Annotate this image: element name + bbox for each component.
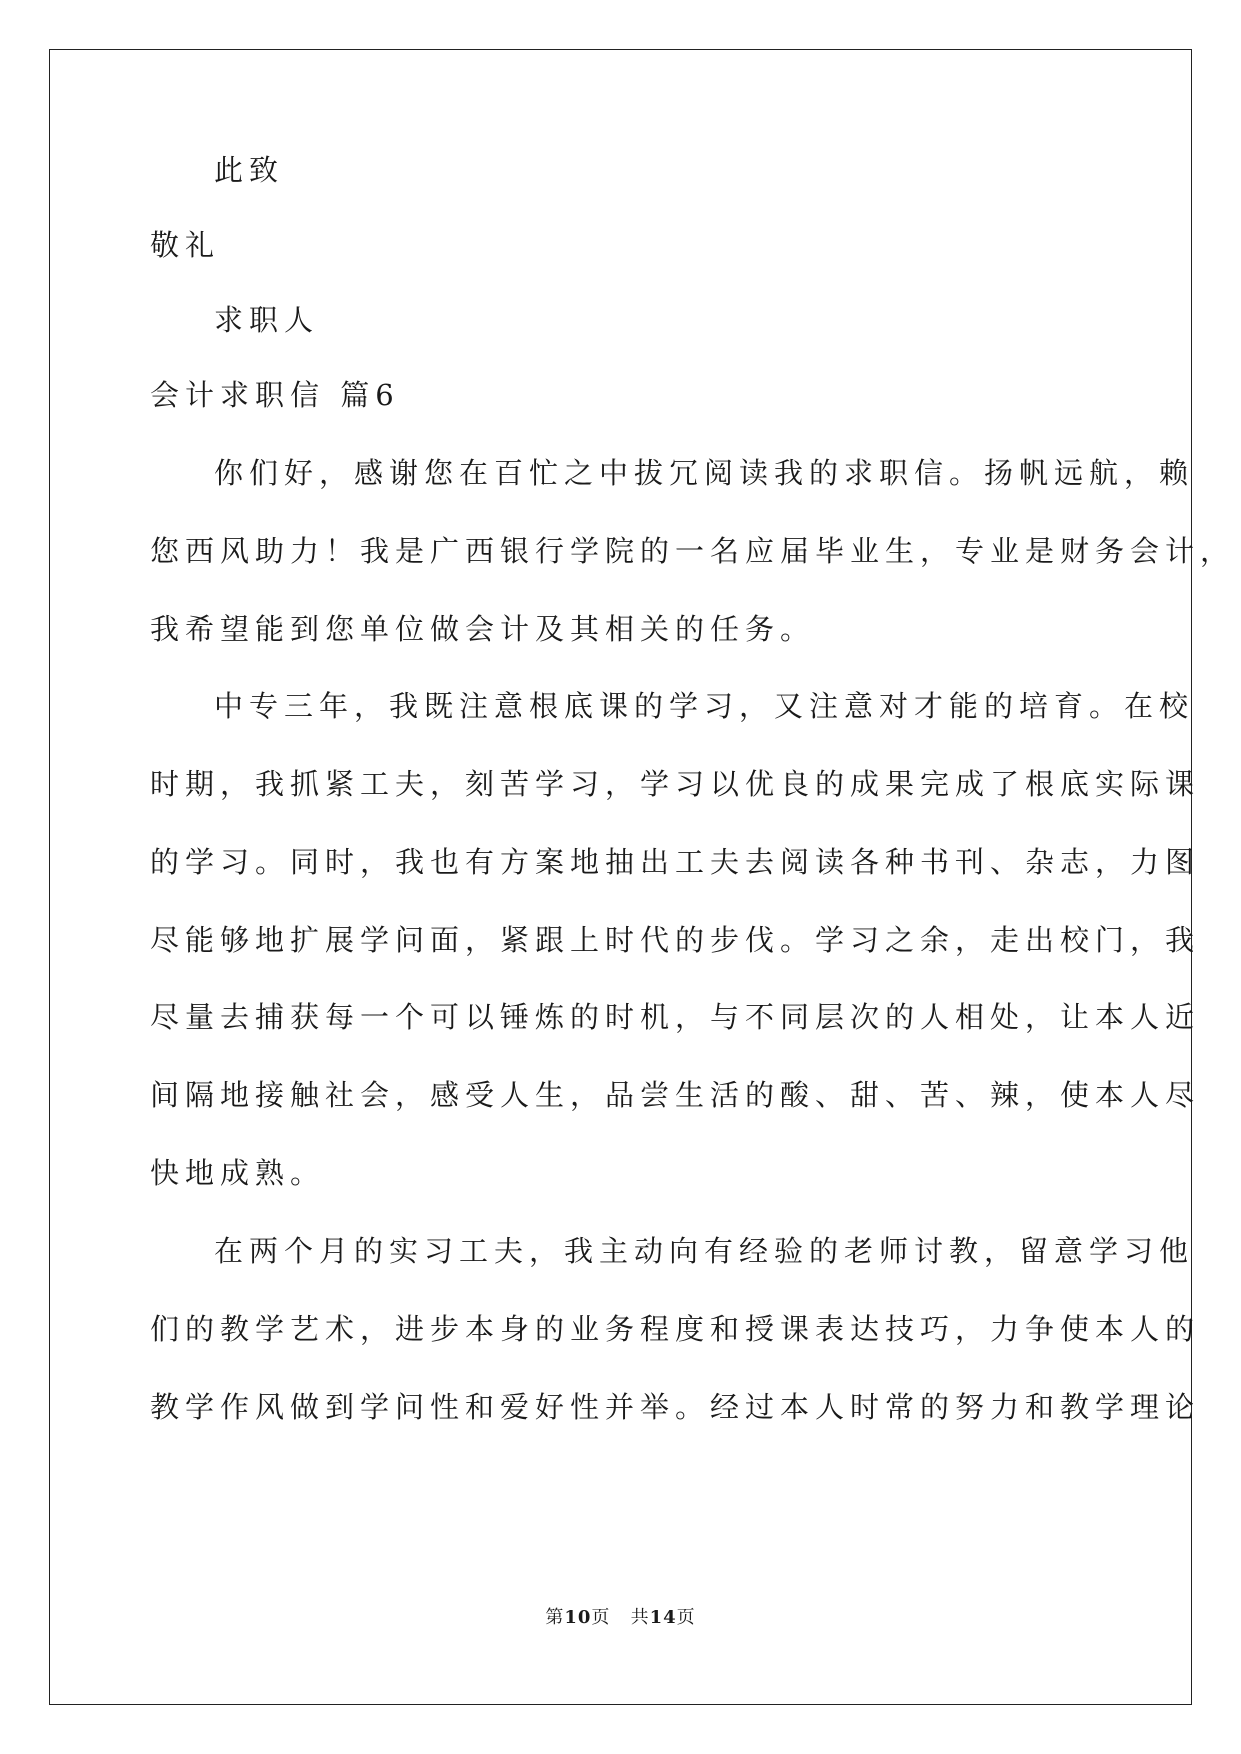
section-title: 会计求职信 篇6 xyxy=(150,378,400,412)
body-line: 快地成熟。 xyxy=(150,1156,326,1190)
body-line: 尽量去捕获每一个可以锤炼的时机，与不同层次的人相处，让本人近 xyxy=(150,1000,1201,1034)
current-page-number: 10 xyxy=(564,1607,592,1628)
page-footer xyxy=(0,1606,1241,1630)
body-line: 尽能够地扩展学问面，紧跟上时代的步伐。学习之余，走出校门，我 xyxy=(150,923,1201,957)
body-line: 您西风助力！我是广西银行学院的一名应届毕业生，专业是财务会计， xyxy=(150,534,1236,568)
body-line: 在两个月的实习工夫，我主动向有经验的老师讨教，留意学习他 xyxy=(214,1234,1195,1268)
footer-total-suffix: 页 xyxy=(676,1607,696,1628)
body-line: 时期，我抓紧工夫，刻苦学习，学习以优良的成果完成了根底实际课 xyxy=(150,767,1201,801)
body-line: 的学习。同时，我也有方案地抽出工夫去阅读各种书刊、杂志，力图 xyxy=(150,845,1201,879)
body-line: 们的教学艺术，进步本身的业务程度和授课表达技巧，力争使本人的 xyxy=(150,1312,1201,1346)
footer-prefix: 第 xyxy=(545,1607,565,1628)
body-line: 教学作风做到学问性和爱好性并举。经过本人时常的努力和教学理论 xyxy=(150,1390,1201,1424)
footer-total-prefix: 共 xyxy=(630,1607,650,1628)
body-line: 中专三年，我既注意根底课的学习，又注意对才能的培育。在校 xyxy=(214,689,1195,723)
letter-closing: 此致 xyxy=(214,153,285,187)
body-line: 间隔地接触社会，感受人生，品尝生活的酸、甜、苦、辣，使本人尽 xyxy=(150,1078,1201,1112)
letter-signature: 求职人 xyxy=(214,303,320,337)
total-pages-number: 14 xyxy=(649,1607,677,1628)
letter-salute: 敬礼 xyxy=(150,228,221,262)
footer-page-word: 页 xyxy=(591,1607,611,1628)
body-line: 我希望能到您单位做会计及其相关的任务。 xyxy=(150,612,816,646)
body-line: 你们好，感谢您在百忙之中拔冗阅读我的求职信。扬帆远航，赖 xyxy=(214,456,1195,490)
